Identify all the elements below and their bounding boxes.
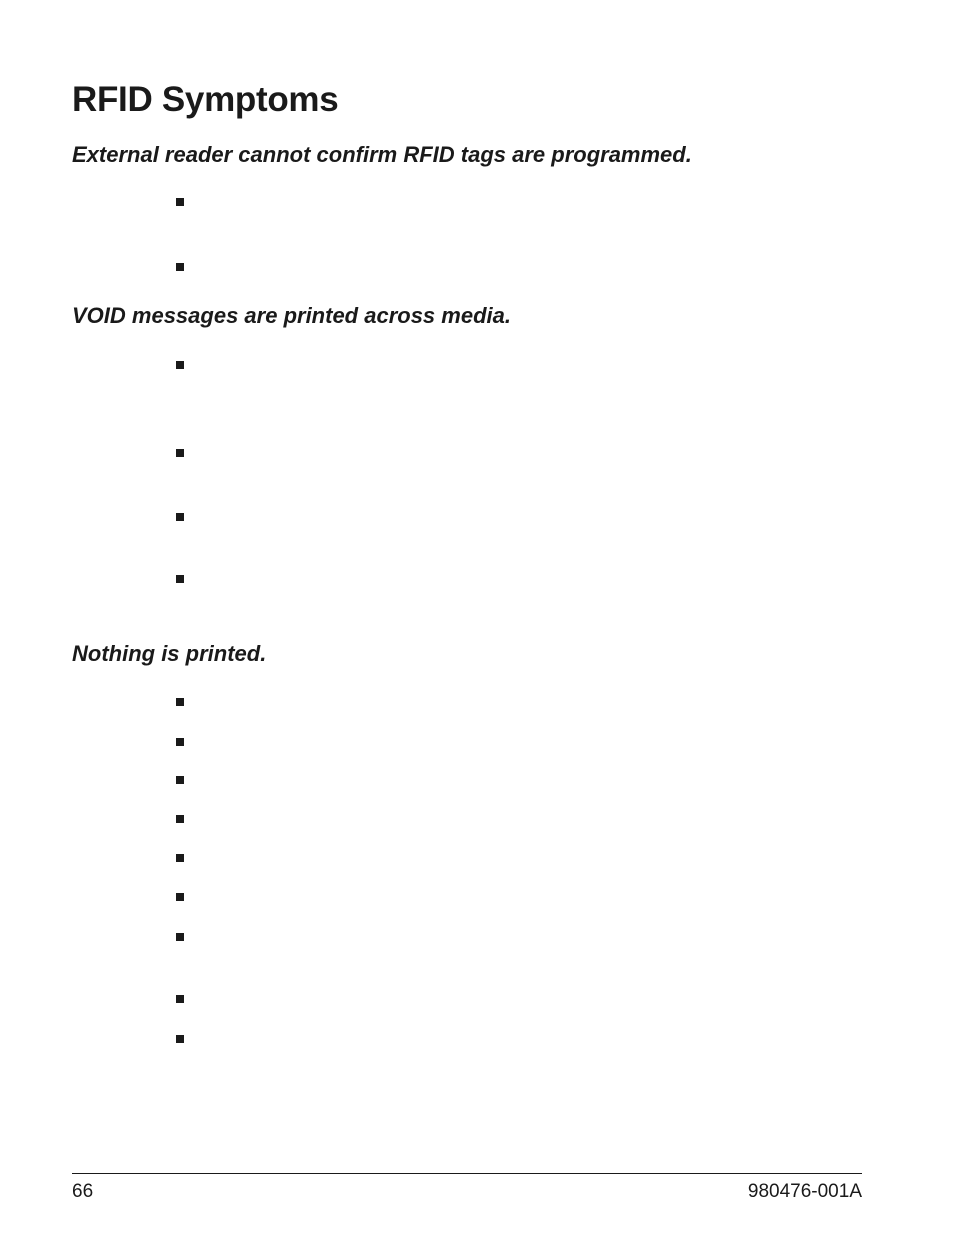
section-heading-void-messages: VOID messages are printed across media. (72, 303, 511, 328)
page-number: 66 (72, 1181, 94, 1202)
section-heading-nothing-printed: Nothing is printed. (72, 641, 267, 666)
bullet-marker (176, 198, 184, 206)
bullet-marker (176, 776, 184, 784)
bullet-marker (176, 893, 184, 901)
bullet-marker (176, 449, 184, 457)
bullet-marker (176, 995, 184, 1003)
page-title: RFID Symptoms (72, 80, 339, 119)
bullet-marker (176, 575, 184, 583)
bullet-marker (176, 361, 184, 369)
footer-divider (72, 1173, 862, 1174)
document-number: 980476-001A (747, 1181, 862, 1202)
bullet-marker (176, 263, 184, 271)
bullet-marker (176, 513, 184, 521)
bullet-marker (176, 1035, 184, 1043)
bullet-marker (176, 738, 184, 746)
bullet-marker (176, 854, 184, 862)
bullet-marker (176, 933, 184, 941)
bullet-marker (176, 815, 184, 823)
section-heading-external-reader: External reader cannot confirm RFID tags are programmed. (72, 142, 692, 167)
bullet-marker (176, 698, 184, 706)
